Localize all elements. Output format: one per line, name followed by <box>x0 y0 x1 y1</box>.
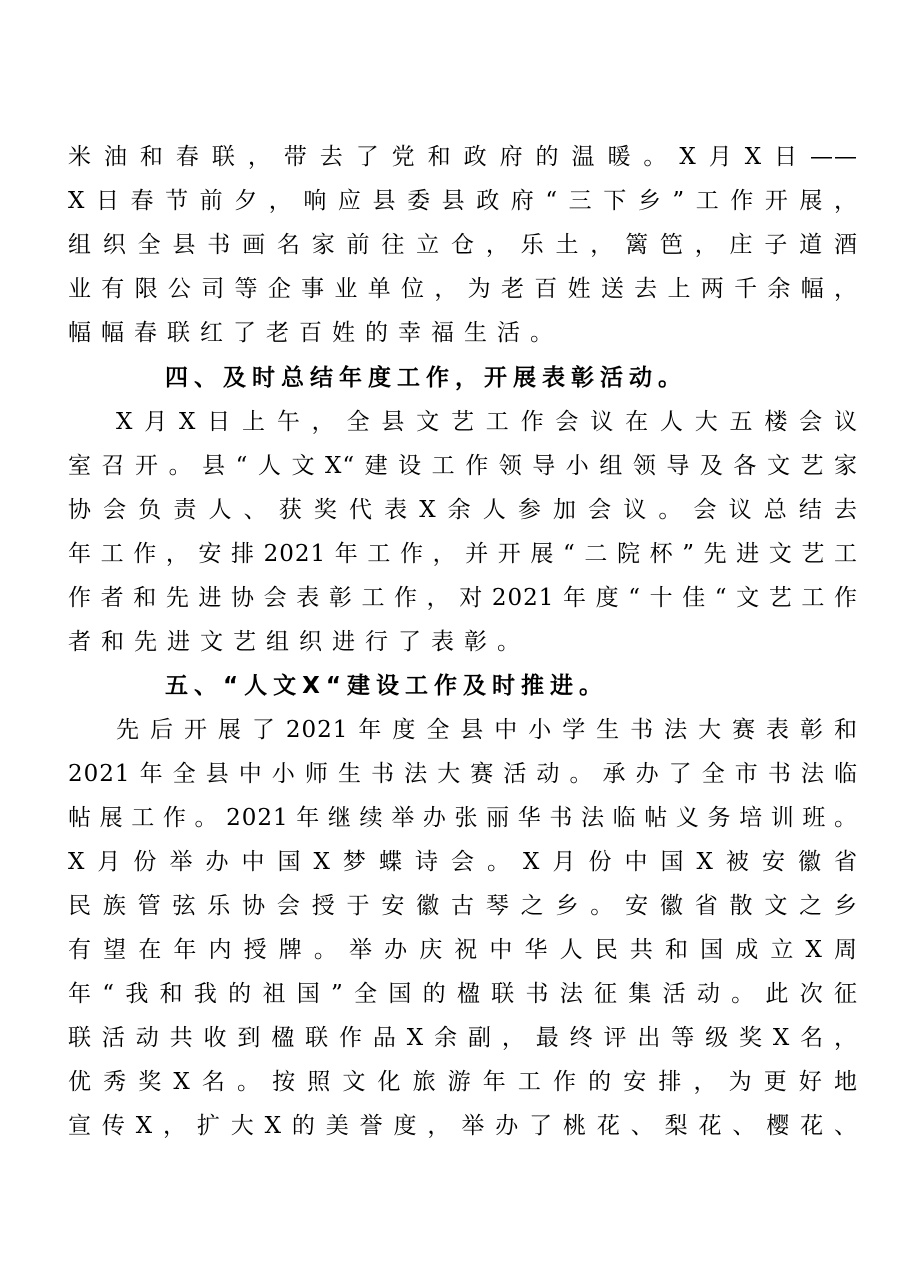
paragraph-line: X月X日上午，全县文艺工作会议在人大五楼会议 <box>116 409 858 435</box>
paragraph-line: 宣传X，扩大X的美誉度，举办了桃花、梨花、樱花、 <box>68 1113 858 1139</box>
paragraph-line: 幅幅春联红了老百姓的幸福生活。 <box>68 320 563 346</box>
paragraph-line: X日春节前夕，响应县委县政府“三下乡”工作开展， <box>68 188 858 214</box>
paragraph-line: 民族管弦乐协会授于安徽古琴之乡。安徽省散文之乡 <box>68 893 858 919</box>
paragraph-line: X月份举办中国X梦蝶诗会。X月份中国X被安徽省 <box>68 849 858 875</box>
paragraph-line: 业有限公司等企事业单位，为老百姓送去上两千余幅， <box>68 276 858 302</box>
section-heading-4: 四、及时总结年度工作，开展表彰活动。 <box>165 365 687 391</box>
paragraph-line: 优秀奖X名。按照文化旅游年工作的安排，为更好地 <box>68 1069 858 1095</box>
paragraph-line: 协会负责人、获奖代表X余人参加会议。会议总结去 <box>68 497 858 523</box>
paragraph-line: 年工作，安排2021年工作，并开展“二院杯”先进文艺工 <box>68 541 858 567</box>
paragraph-line: 联活动共收到楹联作品X余副，最终评出等级奖X名， <box>68 1025 858 1051</box>
paragraph-line: 者和先进文艺组织进行了表彰。 <box>68 629 530 655</box>
paragraph-line: 帖展工作。2021年继续举办张丽华书法临帖义务培训班。 <box>68 805 858 831</box>
paragraph-line: 作者和先进协会表彰工作，对2021年度“十佳“文艺工作 <box>68 585 858 611</box>
paragraph-line: 先后开展了2021年度全县中小学生书法大赛表彰和 <box>116 717 858 743</box>
paragraph-line: 米油和春联，带去了党和政府的温暖。X月X日—— <box>68 144 858 170</box>
paragraph-line: 有望在年内授牌。举办庆祝中华人民共和国成立X周 <box>68 937 858 963</box>
paragraph-line: 室召开。县“人文X“建设工作领导小组领导及各文艺家 <box>68 453 858 479</box>
paragraph-line: 组织全县书画名家前往立仓，乐土，篱笆，庄子道酒 <box>68 232 858 258</box>
paragraph-line: 2021年全县中小师生书法大赛活动。承办了全市书法临 <box>68 761 858 787</box>
paragraph-line: 年“我和我的祖国”全国的楹联书法征集活动。此次征 <box>68 981 858 1007</box>
section-heading-5: 五、“人文X“建设工作及时推进。 <box>165 673 608 699</box>
